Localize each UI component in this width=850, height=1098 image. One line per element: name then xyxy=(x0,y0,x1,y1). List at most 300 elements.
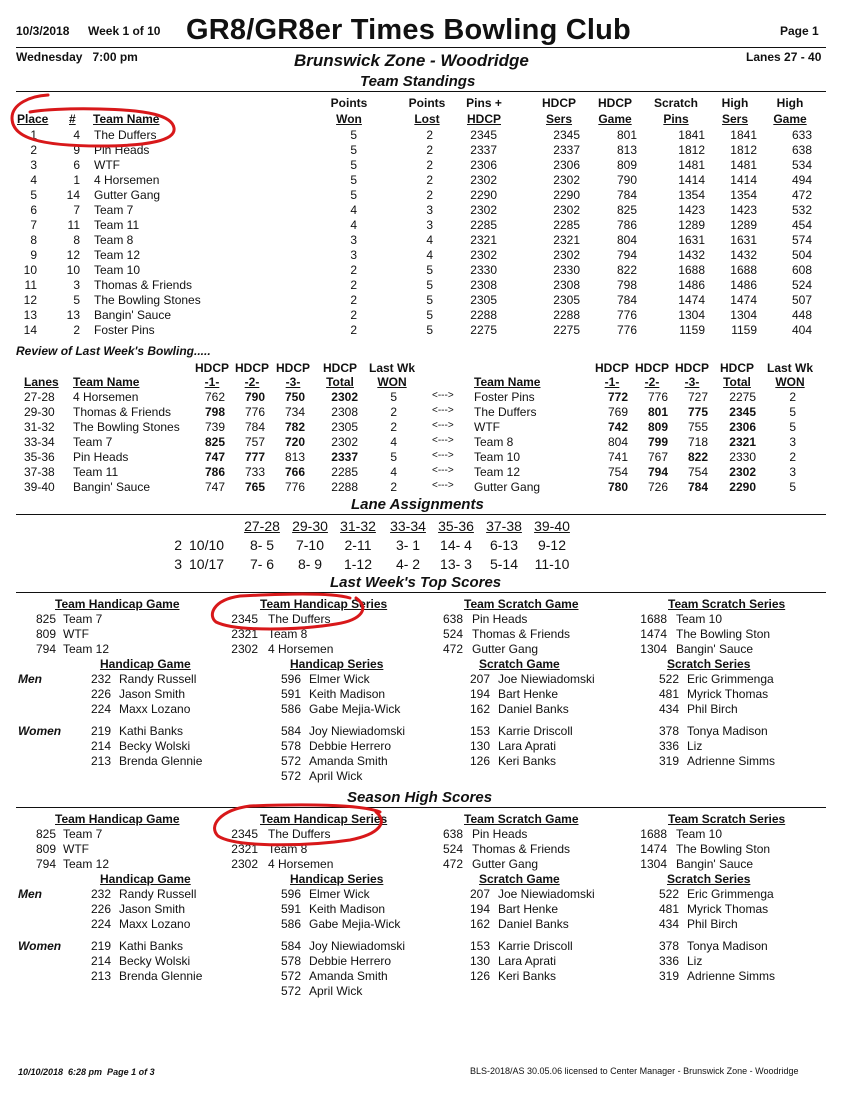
bowler-name: Keri Banks xyxy=(498,969,557,983)
value-cell: 638 xyxy=(791,143,812,157)
place-cell: 10 xyxy=(23,263,37,277)
value-cell: 2290 xyxy=(470,188,497,202)
team-matchup: 1-12 xyxy=(343,556,373,572)
team-name: WTF xyxy=(63,627,89,641)
value-cell: 2308 xyxy=(553,278,580,292)
lane-pair-header: 37-38 xyxy=(486,518,522,534)
column-header: Game xyxy=(773,112,807,126)
score-value: 378 xyxy=(658,939,679,953)
score-value: 584 xyxy=(280,939,301,953)
place-cell: 12 xyxy=(23,293,37,307)
lanes-cell: 37-38 xyxy=(24,465,55,479)
score-value: 434 xyxy=(658,702,679,716)
versus-arrow: <---> xyxy=(432,465,454,476)
team-name-cell: Bangin' Sauce xyxy=(94,308,172,322)
team-number-cell: 6 xyxy=(73,158,80,172)
score-cell: 2302 xyxy=(331,435,358,449)
team-number-cell: 4 xyxy=(73,128,80,142)
score-value: 638 xyxy=(442,612,463,626)
place-cell: 3 xyxy=(30,158,37,172)
column-header: High xyxy=(721,96,749,110)
team-name: The Bowling Ston xyxy=(676,842,771,856)
week-date: 10/17 xyxy=(189,556,225,572)
score-value: 481 xyxy=(658,687,679,701)
value-cell: 2302 xyxy=(470,203,497,217)
value-cell: 4 xyxy=(426,248,433,262)
score-value: 1474 xyxy=(640,627,667,641)
score-cell: 726 xyxy=(647,480,668,494)
versus-arrow: <---> xyxy=(432,480,454,491)
value-cell: 3 xyxy=(426,203,433,217)
column-header-team-name: Team Name xyxy=(474,375,541,389)
value-cell: 804 xyxy=(616,233,637,247)
individual-score-header: Scratch Game xyxy=(479,657,560,671)
bowler-name: Keith Madison xyxy=(309,687,386,701)
team-name-cell: Team 8 xyxy=(474,435,514,449)
value-cell: 1812 xyxy=(678,143,705,157)
season-high-title: Season High Scores xyxy=(347,789,493,806)
score-cell: 765 xyxy=(244,480,265,494)
won-cell: 5 xyxy=(390,450,397,464)
column-header: Pins xyxy=(663,112,689,126)
score-value: 809 xyxy=(35,627,56,641)
bowler-name: Eric Grimmenga xyxy=(687,672,774,686)
value-cell: 448 xyxy=(791,308,812,322)
score-value: 809 xyxy=(35,842,56,856)
score-cell: 742 xyxy=(607,420,628,434)
team-matchup: 7- 6 xyxy=(249,556,275,572)
score-cell: 767 xyxy=(647,450,668,464)
score-cell: 718 xyxy=(687,435,708,449)
standings-rule xyxy=(16,91,826,92)
score-cell: 762 xyxy=(204,390,225,404)
score-value: 336 xyxy=(658,739,679,753)
won-cell: 2 xyxy=(390,420,397,434)
score-cell: 798 xyxy=(204,405,225,419)
score-cell: 772 xyxy=(607,390,628,404)
bowler-name: Elmer Wick xyxy=(309,887,370,901)
score-value: 2321 xyxy=(231,842,258,856)
value-cell: 1423 xyxy=(678,203,705,217)
team-name-cell: Thomas & Friends xyxy=(94,278,193,292)
value-cell: 4 xyxy=(350,203,357,217)
column-header: HDCP xyxy=(674,361,709,375)
page-number: Page 1 xyxy=(780,24,819,38)
lane-pair-header: 35-36 xyxy=(438,518,474,534)
versus-arrow: <---> xyxy=(432,450,454,461)
value-cell: 532 xyxy=(791,203,812,217)
value-cell: 472 xyxy=(791,188,812,202)
column-header: High xyxy=(776,96,804,110)
team-name-cell: WTF xyxy=(474,420,500,434)
score-value: 226 xyxy=(90,687,111,701)
place-cell: 7 xyxy=(30,218,37,232)
team-name-cell: Gutter Gang xyxy=(474,480,541,494)
value-cell: 3 xyxy=(350,233,357,247)
won-cell: 5 xyxy=(789,480,796,494)
women-label: Women xyxy=(18,939,62,953)
team-matchup: 4- 2 xyxy=(395,556,421,572)
column-header: -1- xyxy=(604,375,620,389)
value-cell: 786 xyxy=(616,218,637,232)
team-name: Bangin' Sauce xyxy=(676,857,754,871)
column-header: HDCP xyxy=(275,361,310,375)
bowler-name: Amanda Smith xyxy=(309,754,388,768)
team-name-cell: Bangin' Sauce xyxy=(73,480,151,494)
score-cell: 825 xyxy=(204,435,225,449)
team-number-cell: 3 xyxy=(73,278,80,292)
score-value: 214 xyxy=(90,739,111,753)
value-cell: 825 xyxy=(616,203,637,217)
bowler-name: Keith Madison xyxy=(309,902,386,916)
value-cell: 5 xyxy=(426,308,433,322)
bowler-name: Gabe Mejia-Wick xyxy=(309,917,401,931)
individual-score-header: Scratch Series xyxy=(667,657,751,671)
individual-score-header: Scratch Game xyxy=(479,872,560,886)
team-name: Pin Heads xyxy=(472,827,528,841)
value-cell: 494 xyxy=(791,173,812,187)
score-value: 584 xyxy=(280,724,301,738)
bowler-name: Eric Grimmenga xyxy=(687,887,774,901)
score-cell: 776 xyxy=(647,390,668,404)
value-cell: 2285 xyxy=(470,218,497,232)
value-cell: 790 xyxy=(616,173,637,187)
lanes-cell: 33-34 xyxy=(24,435,55,449)
value-cell: 5 xyxy=(350,188,357,202)
value-cell: 3 xyxy=(426,218,433,232)
value-cell: 822 xyxy=(616,263,637,277)
value-cell: 1304 xyxy=(730,308,757,322)
value-cell: 2345 xyxy=(553,128,580,142)
team-name-cell: Gutter Gang xyxy=(94,188,161,202)
bowler-name: Joy Niewiadomski xyxy=(309,724,406,738)
value-cell: 4 xyxy=(350,218,357,232)
place-cell: 14 xyxy=(23,323,37,337)
lanes-cell: 31-32 xyxy=(24,420,55,434)
score-value: 219 xyxy=(90,724,111,738)
score-cell: 754 xyxy=(607,465,628,479)
versus-arrow: <---> xyxy=(432,420,454,431)
place-cell: 13 xyxy=(23,308,37,322)
bowler-name: Debbie Herrero xyxy=(309,954,392,968)
value-cell: 1354 xyxy=(730,188,757,202)
value-cell: 4 xyxy=(426,233,433,247)
score-value: 1688 xyxy=(640,612,667,626)
women-label: Women xyxy=(18,724,62,738)
bowler-name: Brenda Glennie xyxy=(119,754,203,768)
score-cell: 754 xyxy=(687,465,708,479)
score-value: 207 xyxy=(469,672,490,686)
team-name-cell: 4 Horsemen xyxy=(73,390,139,404)
value-cell: 5 xyxy=(426,293,433,307)
bowler-name: Becky Wolski xyxy=(119,954,191,968)
score-value: 153 xyxy=(469,724,490,738)
team-name: 4 Horsemen xyxy=(268,857,334,871)
score-cell: 782 xyxy=(284,420,305,434)
score-cell: 750 xyxy=(284,390,305,404)
lane-assignments-rule xyxy=(16,514,826,515)
column-header: Total xyxy=(723,375,751,389)
team-score-header: Team Scratch Series xyxy=(668,812,786,826)
value-cell: 1812 xyxy=(730,143,757,157)
score-value: 207 xyxy=(469,887,490,901)
score-cell: 747 xyxy=(204,480,225,494)
bowler-name: Lara Aprati xyxy=(498,954,557,968)
score-value: 1474 xyxy=(640,842,667,856)
value-cell: 2308 xyxy=(470,278,497,292)
team-name-cell: The Bowling Stones xyxy=(73,420,180,434)
value-cell: 2 xyxy=(350,323,357,337)
value-cell: 2275 xyxy=(553,323,580,337)
bowler-name: Becky Wolski xyxy=(119,739,191,753)
lanes-cell: 35-36 xyxy=(24,450,55,464)
won-cell: 2 xyxy=(789,390,796,404)
bowler-name: Liz xyxy=(687,954,703,968)
value-cell: 1304 xyxy=(678,308,705,322)
page-title: GR8/GR8er Times Bowling Club xyxy=(186,14,631,46)
last-week-top-title: Last Week's Top Scores xyxy=(330,574,502,591)
score-cell: 2302 xyxy=(331,390,358,404)
score-value: 825 xyxy=(35,612,56,626)
review-title: Review of Last Week's Bowling..... xyxy=(16,344,211,358)
versus-arrow: <---> xyxy=(432,435,454,446)
won-cell: 5 xyxy=(390,390,397,404)
score-cell: 757 xyxy=(244,435,265,449)
score-cell: 733 xyxy=(244,465,265,479)
score-cell: 794 xyxy=(647,465,668,479)
column-header: Lost xyxy=(414,112,440,126)
team-name: Team 12 xyxy=(63,642,110,656)
value-cell: 776 xyxy=(616,323,637,337)
value-cell: 2302 xyxy=(470,248,497,262)
score-cell: 786 xyxy=(204,465,225,479)
score-cell: 804 xyxy=(607,435,628,449)
place-cell: 11 xyxy=(24,278,37,292)
value-cell: 2290 xyxy=(553,188,580,202)
value-cell: 2288 xyxy=(470,308,497,322)
lane-pair-header: 31-32 xyxy=(340,518,376,534)
value-cell: 801 xyxy=(616,128,637,142)
value-cell: 2302 xyxy=(553,248,580,262)
bowler-name: Kathi Banks xyxy=(119,939,184,953)
value-cell: 1486 xyxy=(730,278,757,292)
score-cell: 2275 xyxy=(729,390,756,404)
score-value: 378 xyxy=(658,724,679,738)
team-number-cell: 12 xyxy=(66,248,80,262)
header-rule xyxy=(16,47,826,48)
team-number-cell: 2 xyxy=(73,323,80,337)
value-cell: 1474 xyxy=(730,293,757,307)
score-cell: 790 xyxy=(244,390,265,404)
score-cell: 2288 xyxy=(331,480,358,494)
score-cell: 2308 xyxy=(331,405,358,419)
team-name-cell: Team 7 xyxy=(73,435,113,449)
team-name-cell: Team 11 xyxy=(73,465,119,479)
value-cell: 2 xyxy=(350,263,357,277)
score-cell: 2302 xyxy=(729,465,756,479)
column-header: HDCP xyxy=(634,361,669,375)
value-cell: 2330 xyxy=(470,263,497,277)
value-cell: 5 xyxy=(426,278,433,292)
bowler-name: Gabe Mejia-Wick xyxy=(309,702,401,716)
value-cell: 1289 xyxy=(730,218,757,232)
value-cell: 534 xyxy=(791,158,812,172)
value-cell: 507 xyxy=(791,293,812,307)
value-cell: 2288 xyxy=(553,308,580,322)
score-cell: 2285 xyxy=(331,465,358,479)
value-cell: 1414 xyxy=(678,173,705,187)
score-cell: 809 xyxy=(647,420,668,434)
value-cell: 2305 xyxy=(470,293,497,307)
score-value: 336 xyxy=(658,954,679,968)
score-value: 126 xyxy=(469,969,490,983)
bowler-name: Jason Smith xyxy=(119,902,186,916)
team-number-cell: 11 xyxy=(67,218,80,232)
bowler-name: Phil Birch xyxy=(687,917,738,931)
team-matchup: 5-14 xyxy=(489,556,519,572)
score-value: 2345 xyxy=(231,612,258,626)
value-cell: 2306 xyxy=(470,158,497,172)
score-cell: 813 xyxy=(284,450,305,464)
team-matchup: 7-10 xyxy=(295,537,325,553)
bowler-name: Lara Aprati xyxy=(498,739,557,753)
team-name: The Bowling Ston xyxy=(676,627,771,641)
place-cell: 5 xyxy=(30,188,37,202)
team-name-cell: Team 11 xyxy=(94,218,140,232)
score-cell: 776 xyxy=(244,405,265,419)
team-name-cell: The Duffers xyxy=(474,405,537,419)
score-cell: 769 xyxy=(607,405,628,419)
value-cell: 504 xyxy=(791,248,812,262)
column-header: Sers xyxy=(721,112,749,126)
score-value: 1688 xyxy=(640,827,667,841)
column-header: Scratch xyxy=(653,96,699,110)
column-header: HDCP xyxy=(322,361,357,375)
team-name-cell: Team 8 xyxy=(94,233,134,247)
score-value: 591 xyxy=(280,902,301,916)
value-cell: 2302 xyxy=(553,203,580,217)
column-header: Last Wk xyxy=(368,361,415,375)
score-value: 578 xyxy=(280,739,301,753)
value-cell: 2 xyxy=(350,293,357,307)
score-value: 219 xyxy=(90,939,111,953)
column-header-team-name: Team Name xyxy=(73,375,140,389)
men-label: Men xyxy=(18,672,42,686)
value-cell: 1688 xyxy=(730,263,757,277)
team-matchup: 8- 5 xyxy=(249,537,275,553)
bowler-name: Karrie Driscoll xyxy=(498,939,573,953)
value-cell: 2 xyxy=(426,188,433,202)
column-header: -3- xyxy=(684,375,700,389)
value-cell: 5 xyxy=(350,128,357,142)
last-week-top-rule xyxy=(16,592,826,593)
value-cell: 1631 xyxy=(678,233,705,247)
value-cell: 574 xyxy=(791,233,812,247)
value-cell: 2306 xyxy=(553,158,580,172)
column-header: HDCP xyxy=(597,96,632,110)
team-name: Team 12 xyxy=(63,857,110,871)
team-score-header: Team Scratch Game xyxy=(464,812,579,826)
value-cell: 1481 xyxy=(678,158,705,172)
score-value: 224 xyxy=(90,702,111,716)
team-name: The Duffers xyxy=(268,612,331,626)
score-value: 481 xyxy=(658,902,679,916)
score-value: 232 xyxy=(90,887,111,901)
score-value: 434 xyxy=(658,917,679,931)
column-header: HDCP xyxy=(541,96,576,110)
column-header: Pins + xyxy=(466,96,502,110)
value-cell: 2337 xyxy=(470,143,497,157)
score-value: 162 xyxy=(469,917,490,931)
team-name-cell: Foster Pins xyxy=(94,323,155,337)
bowler-name: Randy Russell xyxy=(119,887,197,901)
lane-pair-header: 33-34 xyxy=(390,518,426,534)
team-name: Team 8 xyxy=(268,842,308,856)
value-cell: 2275 xyxy=(470,323,497,337)
team-number-cell: 14 xyxy=(66,188,80,202)
score-cell: 822 xyxy=(687,450,708,464)
score-value: 213 xyxy=(90,969,111,983)
lane-assignments-title: Lane Assignments xyxy=(351,496,484,513)
value-cell: 1289 xyxy=(678,218,705,232)
value-cell: 3 xyxy=(350,248,357,262)
value-cell: 2 xyxy=(426,143,433,157)
column-header: WON xyxy=(377,375,407,389)
place-cell: 2 xyxy=(30,143,37,157)
team-score-header: Team Handicap Series xyxy=(260,597,388,611)
value-cell: 809 xyxy=(616,158,637,172)
value-cell: 633 xyxy=(791,128,812,142)
value-cell: 2330 xyxy=(553,263,580,277)
column-header: HDCP xyxy=(719,361,754,375)
team-name-cell: Foster Pins xyxy=(474,390,535,404)
score-cell: 775 xyxy=(687,405,708,419)
team-number-cell: 10 xyxy=(66,263,80,277)
team-number-cell: 8 xyxy=(73,233,80,247)
team-name: Team 7 xyxy=(63,612,103,626)
team-number-cell: 1 xyxy=(73,173,80,187)
day-time: Wednesday 7:00 pm xyxy=(16,50,138,64)
lane-pair-header: 39-40 xyxy=(534,518,570,534)
team-name-cell: The Duffers xyxy=(94,128,157,142)
lanes-cell: 29-30 xyxy=(24,405,55,419)
value-cell: 1159 xyxy=(679,323,705,337)
won-cell: 2 xyxy=(789,450,796,464)
team-matchup: 2-11 xyxy=(344,537,372,553)
bowler-name: Phil Birch xyxy=(687,702,738,716)
value-cell: 524 xyxy=(791,278,812,292)
column-header: Game xyxy=(598,112,632,126)
value-cell: 1432 xyxy=(678,248,705,262)
individual-score-header: Handicap Game xyxy=(100,872,191,886)
score-value: 194 xyxy=(469,687,490,701)
bowler-name: Elmer Wick xyxy=(309,672,370,686)
score-value: 596 xyxy=(280,672,301,686)
team-name-cell: Team 12 xyxy=(94,248,141,262)
score-value: 194 xyxy=(469,902,490,916)
score-value: 591 xyxy=(280,687,301,701)
team-matchup: 11-10 xyxy=(534,556,570,572)
score-cell: 784 xyxy=(244,420,265,434)
team-name: WTF xyxy=(63,842,89,856)
score-cell: 734 xyxy=(284,405,305,419)
column-header: HDCP xyxy=(594,361,629,375)
bowler-name: Tonya Madison xyxy=(687,939,768,953)
won-cell: 3 xyxy=(789,435,796,449)
versus-arrow: <---> xyxy=(432,405,454,416)
value-cell: 2 xyxy=(426,158,433,172)
bowler-name: Amanda Smith xyxy=(309,969,388,983)
